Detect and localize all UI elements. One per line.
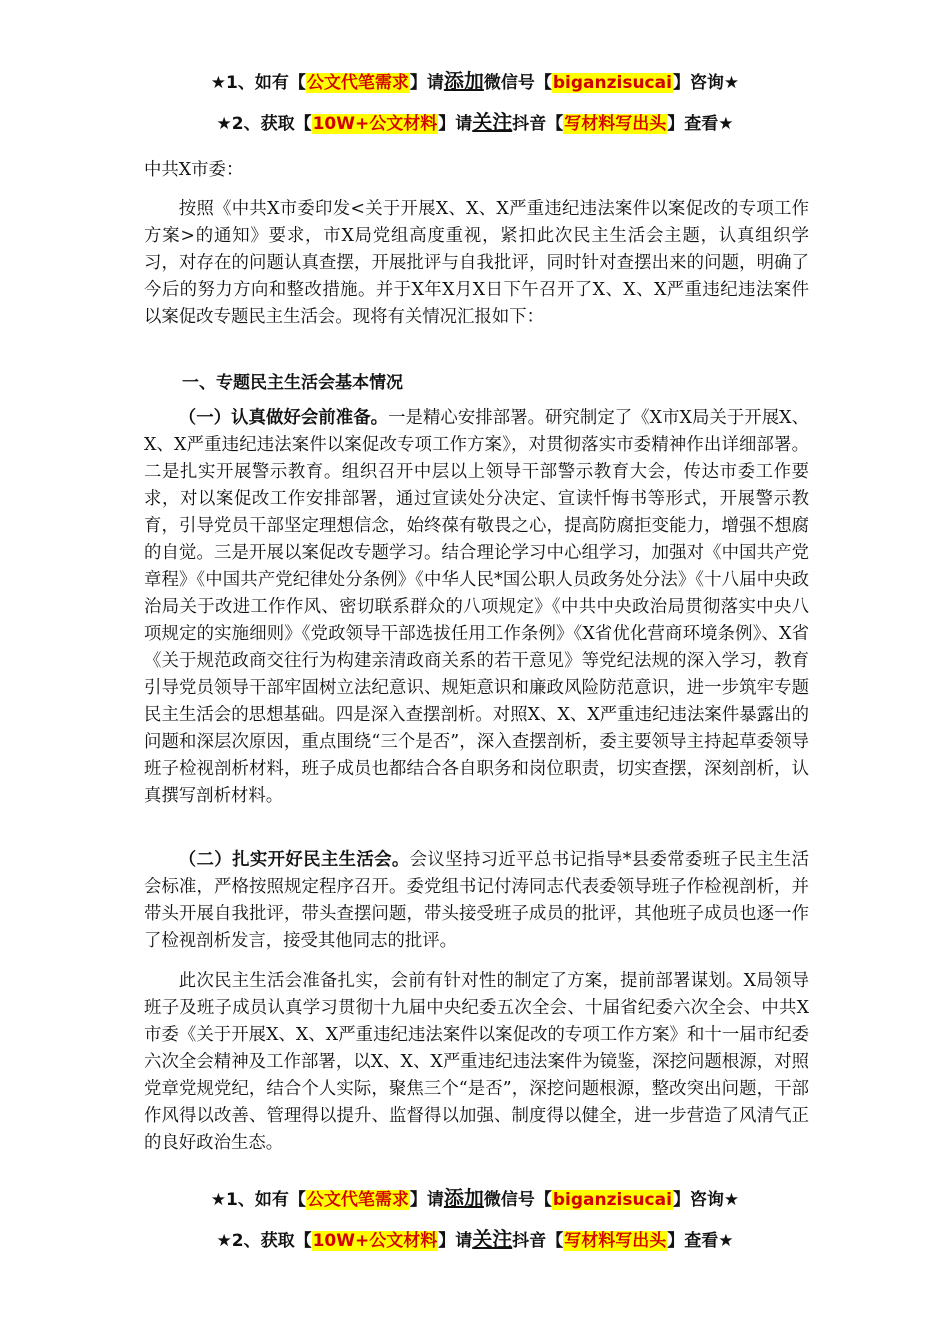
highlight-text: biganzisucai: [552, 1190, 672, 1210]
ad-banner-line-2-bottom: [0, 1228, 950, 1252]
highlight-text: 公文代笔需求: [306, 1190, 409, 1210]
paragraph-lead: （二）扎实开好民主生活会。: [178, 850, 410, 870]
banner-text: ★2、获取【: [216, 1231, 312, 1251]
banner-text: ★2、获取【: [216, 114, 312, 134]
banner-text: 】查看★: [667, 114, 734, 134]
highlight-text: 写材料写出头: [564, 1231, 667, 1251]
banner-text: 抖音【: [512, 1231, 564, 1251]
banner-text: 】查看★: [667, 1231, 734, 1251]
emphasis-text: 关注: [472, 110, 513, 134]
highlight-text: biganzisucai: [552, 73, 672, 93]
paragraph-preparation: [144, 405, 809, 810]
ad-banner-line-1-bottom: [0, 1187, 950, 1211]
banner-text: 】咨询★: [672, 73, 740, 93]
ad-banner-line-1: [0, 70, 950, 94]
banner-text: 】请: [409, 73, 444, 93]
section-heading: 一、专题民主生活会基本情况: [182, 373, 403, 393]
banner-text: 微信号【: [483, 1190, 552, 1210]
banner-text: 】请: [438, 114, 473, 134]
ad-banner-line-2: [0, 111, 950, 135]
banner-text: 微信号【: [483, 73, 552, 93]
emphasis-text: 添加: [443, 1186, 484, 1210]
intro-paragraph: 按照《中共X市委印发<关于开展X、X、X严重违纪违法案件以案促改的专项工作方案>的通知》要求，市X局党组高度重视，紧扣此次民主生活会主题，认真组织学习，对存在的问题认真查摆，开展批评与自我批评，同时针对查摆出来的问题，明确了今后的努力方向和整改措施。并于X年X月X日下午召开了X、X、X严重违纪违法案件以案促改专题民主生活会。现将有关情况汇报如下：: [144, 199, 809, 327]
paragraph-summary: 此次民主生活会准备扎实，会前有针对性的制定了方案，提前部署谋划。X局领导班子及班子成员认真学习贯彻十九届中央纪委五次全会、十届省纪委六次全会、中共X市委《关于开展X、X、X严重违纪违法案件以案促改的专项工作方案》和十一届市纪委六次全会精神及工作部署，以X、X、X严重违纪违法案件为镜鉴，深挖问题根源，对照党章党规党纪，结合个人实际，聚焦三个“是否”，深挖问题根源，整改突出问题，干部作风得以改善、管理得以提升、监督得以加强、制度得以健全，进一步营造了风清气正的良好政治生态。: [144, 971, 809, 1153]
emphasis-text: 关注: [472, 1227, 513, 1251]
paragraph-body: 会议坚持习近平总书记指导*县委常委班子民主生活会标准，严格按照规定程序召开。委党组书记付涛同志代表委领导班子作检视剖析，并带头开展自我批评，带头查摆问题，带头接受班子成员的批评，其他班子成员也逐一作了检视剖析发言，接受其他同志的批评。: [144, 850, 809, 951]
emphasis-text: 添加: [443, 69, 484, 93]
paragraph-meeting: [144, 847, 809, 955]
highlight-text: 10W+公文材料: [312, 1231, 438, 1251]
highlight-text: 10W+公文材料: [312, 114, 438, 134]
banner-text: 抖音【: [512, 114, 564, 134]
banner-text: 】请: [409, 1190, 444, 1210]
banner-text: 】咨询★: [672, 1190, 740, 1210]
highlight-text: 写材料写出头: [564, 114, 667, 134]
banner-text: 】请: [438, 1231, 473, 1251]
banner-text: ★1、如有【: [210, 73, 306, 93]
banner-text: ★1、如有【: [210, 1190, 306, 1210]
highlight-text: 公文代笔需求: [306, 73, 409, 93]
paragraph-body: 一是精心安排部署。研究制定了《X市X局关于开展X、X、X严重违纪违法案件以案促改专项工作方案》，对贯彻落实市委精神作出详细部署。二是扎实开展警示教育。组织召开中层以上领导干部警示教育大会，传达市委工作要求，对以案促改工作安排部署，通过宣读处分决定、宣读忏悔书等形式，开展警示教育，引导党员干部坚定理想信念，始终葆有敬畏之心，提高防腐拒变能力，增强不想腐的自觉。三是开展以案促改专题学习。结合理论学习中心组学习，加强对《中国共产党章程》《中国共产党纪律处分条例》《中华人民*国公职人员政务处分法》《十八届中央政治局关于改进工作作风、密切联系群众的八项规定》《中共中央政治局贯彻落实中央八项规定的实施细则》《党政领导干部选拔任用工作条例》《X省优化营商环境条例》、X省《关于规范政商交往行为构建亲清政商关系的若干意见》等党纪法规的深入学习，教育引导党员领导干部牢固树立法纪意识、规矩意识和廉政风险防范意识，进一步筑牢专题民主生活会的思想基础。四是深入查摆剖析。对照X、X、X严重违纪违法案件暴露出的问题和深层次原因，重点围绕“三个是否”，深入查摆剖析，委主要领导主持起草委领导班子检视剖析材料，班子成员也都结合各自职务和岗位职责，切实查摆，深刻剖析，认真撰写剖析材料。: [144, 408, 809, 806]
paragraph-lead: （一）认真做好会前准备。: [178, 408, 389, 428]
salutation: 中共X市委：: [144, 160, 244, 180]
